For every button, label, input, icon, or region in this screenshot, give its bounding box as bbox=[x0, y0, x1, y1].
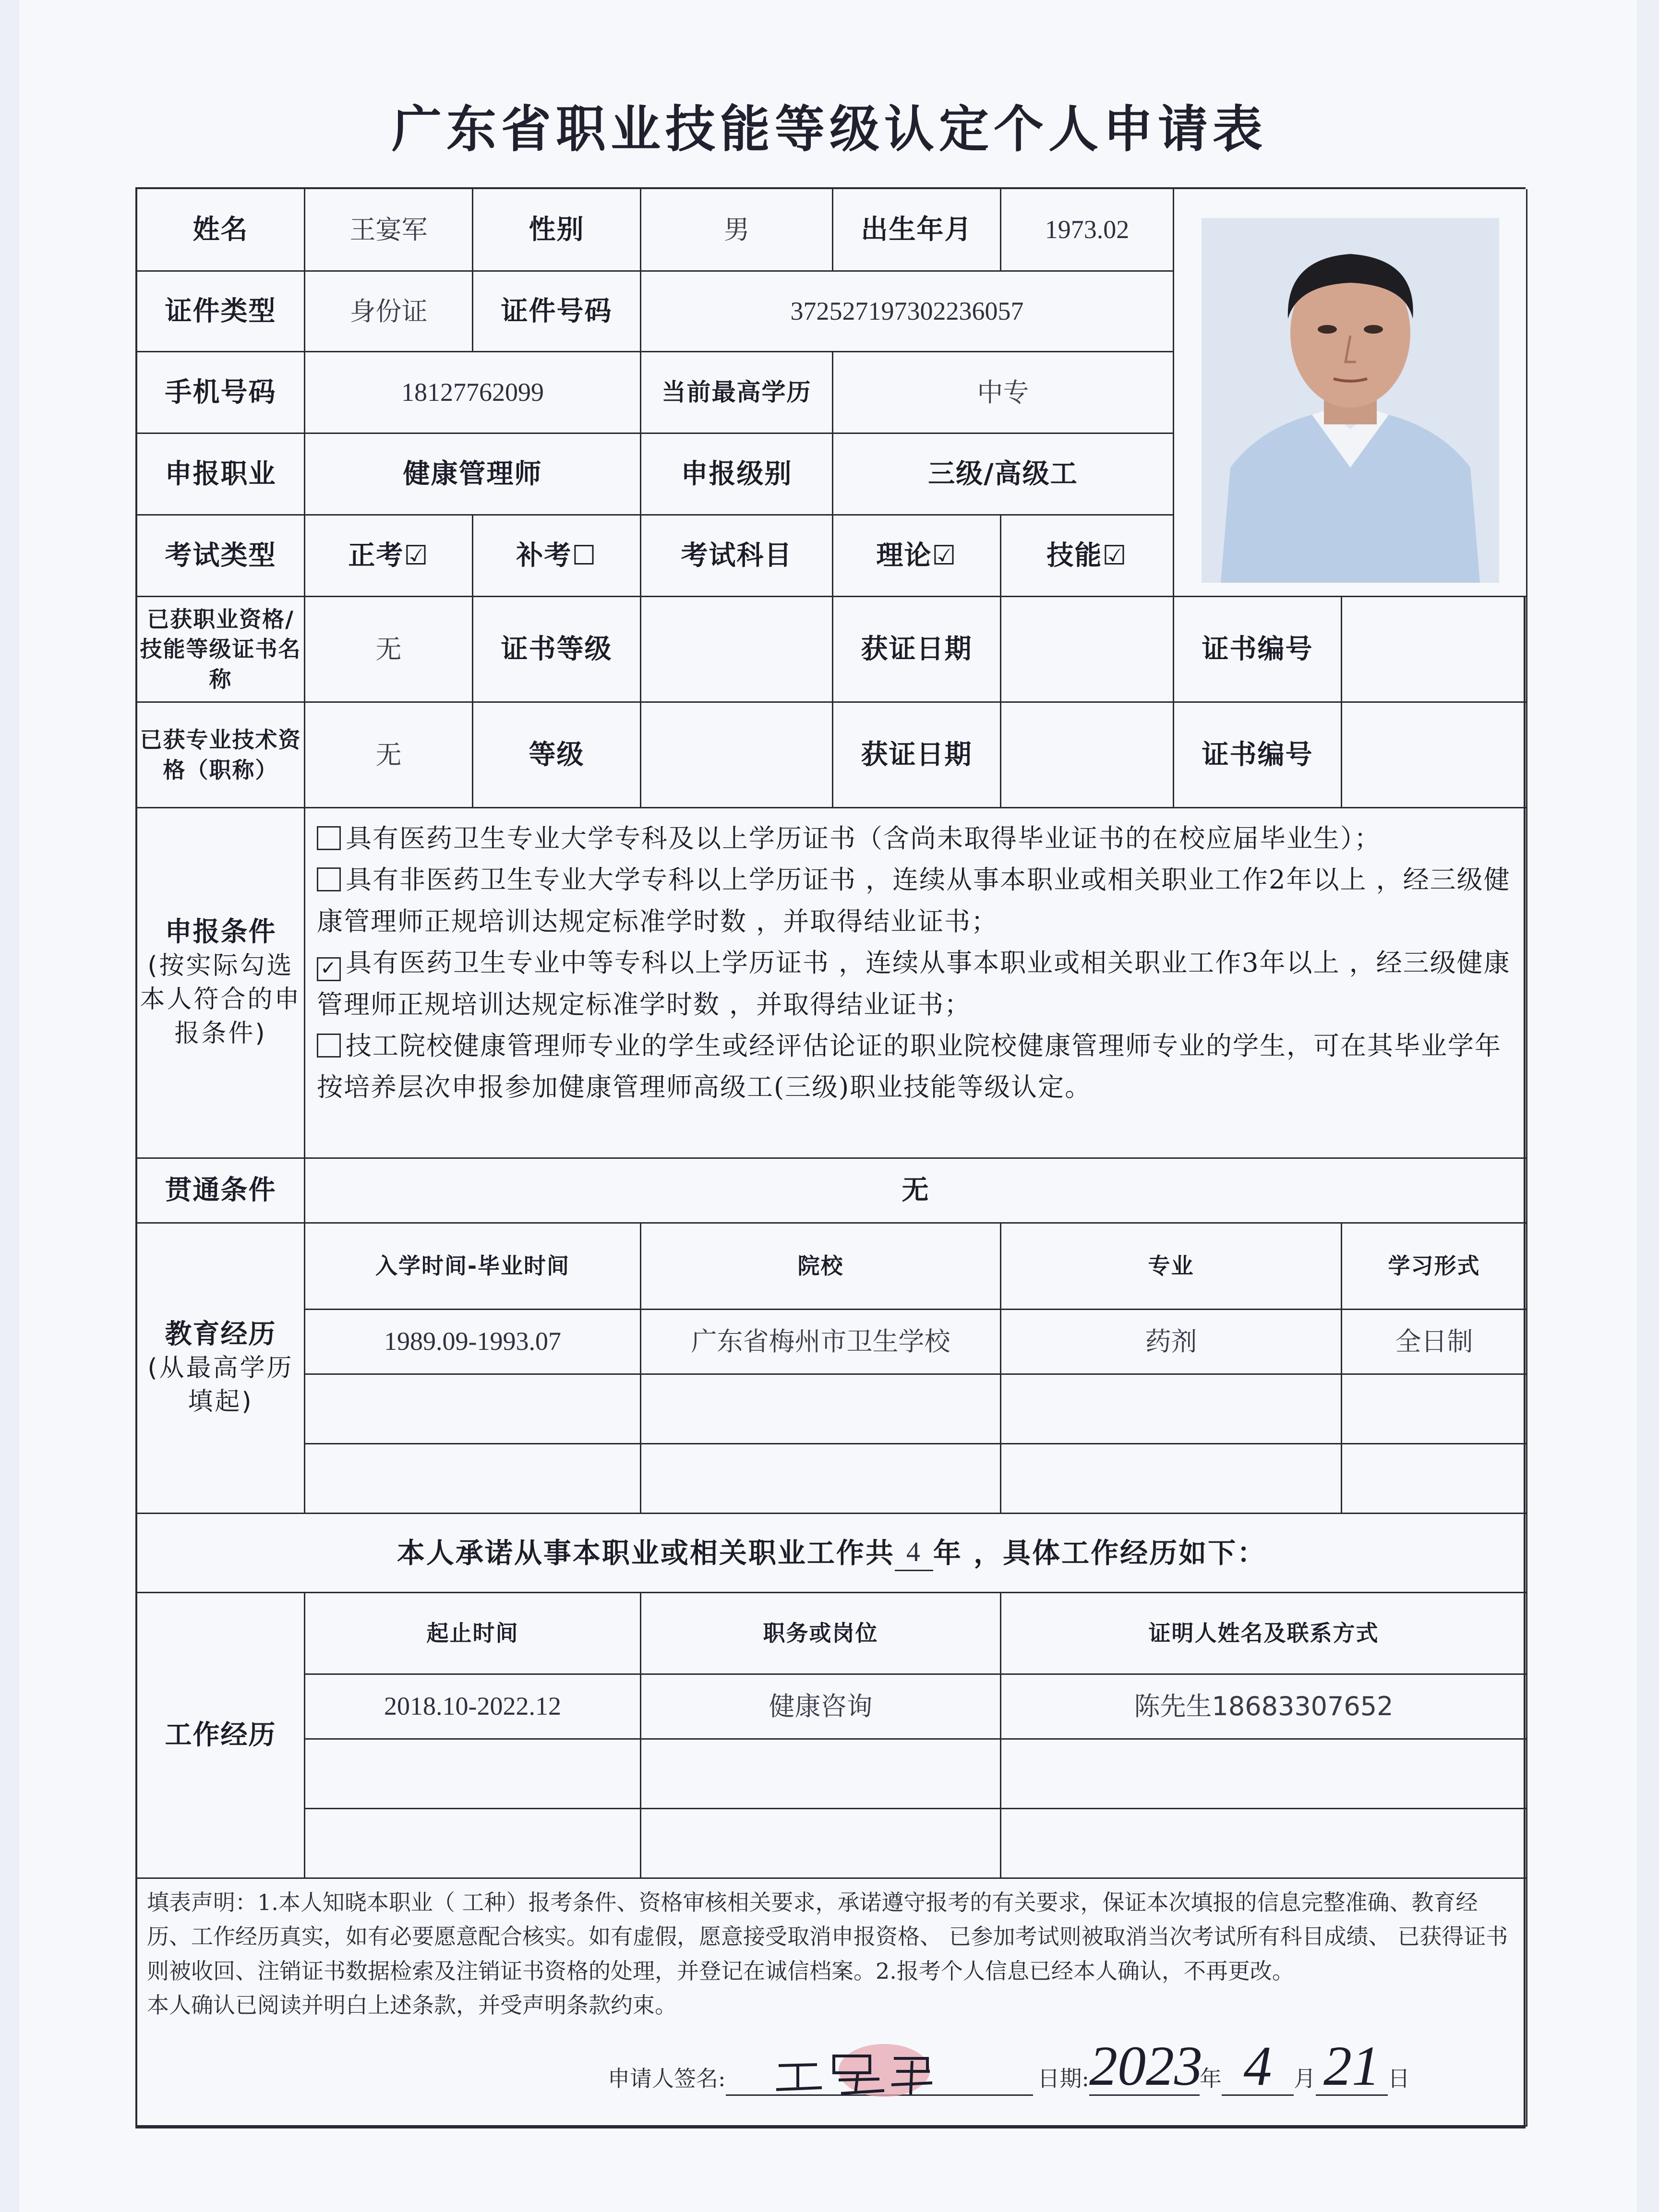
condition-text: 具有医药卫生专业中等专科以上学历证书 ，连续从事本职业或相关职业工作3年以上 ，经三级健康管理师正规培训达规定标准学时数 ，并取得结业证书； bbox=[317, 948, 1511, 1020]
edu-cell-mode bbox=[1342, 1444, 1527, 1514]
subject-theory-option bbox=[833, 516, 1001, 597]
edu-label-cell bbox=[137, 1224, 305, 1514]
id-type-value: 身份证 bbox=[305, 272, 473, 352]
edu-note: (从最高学历填起) bbox=[147, 1353, 294, 1416]
cert-date-value bbox=[1001, 597, 1174, 703]
declaration-confirm: 本人确认已阅读并明白上述条款，并受声明条款约束。 bbox=[147, 1992, 677, 2018]
tech-no-label: 证书编号 bbox=[1174, 703, 1342, 808]
signature-line bbox=[726, 2051, 1033, 2096]
edu-cell-period bbox=[305, 1375, 641, 1444]
condition-text: 具有非医药卫生专业大学专科以上学历证书 ，连续从事本职业或相关职业工作2年以上 ，经三级健康管理师正规培训达规定标准学时数 ，并取得结业证书； bbox=[317, 865, 1511, 937]
date-month-line bbox=[1222, 2034, 1294, 2098]
edu-cell-period bbox=[305, 1444, 641, 1514]
condition-text: 具有医药卫生专业大学专科及以上学历证书（含尚未取得毕业证书的在校应届毕业生）； bbox=[346, 823, 1381, 854]
work-header-period: 起止时间 bbox=[305, 1593, 641, 1675]
conditions-note: (按实际勾选本人符合的申报条件) bbox=[140, 951, 301, 1048]
work-cell-reference: 陈先生18683307652 bbox=[1001, 1675, 1527, 1740]
date-label: 日期: bbox=[1037, 2065, 1089, 2092]
conditions-list bbox=[305, 808, 1527, 1159]
exam-regular-checkbox: ☑ bbox=[404, 540, 429, 571]
pledge-suffix: 年 ，具体工作经历如下： bbox=[933, 1536, 1267, 1569]
condition-checkbox bbox=[317, 826, 341, 850]
date-year: 2023 bbox=[1089, 2034, 1202, 2098]
work-cell-position: 健康咨询 bbox=[641, 1675, 1001, 1740]
condition-item bbox=[317, 818, 1381, 859]
birth-value: 1973.02 bbox=[1001, 189, 1174, 272]
year-unit: 年 bbox=[1200, 2065, 1222, 2092]
cert-date-label: 获证日期 bbox=[833, 597, 1001, 703]
exam-subject-label: 考试科目 bbox=[641, 516, 833, 597]
edu-cell-major bbox=[1001, 1444, 1342, 1514]
work-header-reference: 证明人姓名及联系方式 bbox=[1001, 1593, 1527, 1675]
exam-regular-label: 正考 bbox=[348, 540, 404, 571]
education-label: 当前最高学历 bbox=[641, 352, 833, 434]
gender-value: 男 bbox=[641, 189, 833, 272]
sign-label: 申请人签名: bbox=[608, 2065, 726, 2092]
id-number-label: 证件号码 bbox=[473, 272, 641, 352]
work-cell-reference bbox=[1001, 1809, 1527, 1879]
condition-item bbox=[317, 859, 1515, 942]
applicant-photo bbox=[1174, 189, 1527, 597]
name-label: 姓名 bbox=[137, 189, 305, 272]
exam-makeup-option bbox=[473, 516, 641, 597]
tech-title-label: 已获专业技术资格（职称） bbox=[137, 703, 305, 808]
name-value: 王宴军 bbox=[305, 189, 473, 272]
condition-checkbox: ✓ bbox=[317, 957, 341, 981]
cert-grade-value bbox=[641, 597, 833, 703]
date-month: 4 bbox=[1243, 2034, 1272, 2098]
subject-skill-checkbox: ☑ bbox=[1102, 540, 1128, 571]
condition-checkbox bbox=[317, 867, 341, 891]
qual-cert-label: 已获职业资格/技能等级证书名称 bbox=[137, 597, 305, 703]
work-cell-period bbox=[305, 1740, 641, 1809]
tech-date-value bbox=[1001, 703, 1174, 808]
phone-value: 18127762099 bbox=[305, 352, 641, 434]
declaration bbox=[137, 1879, 1527, 2127]
id-number-value: 372527197302236057 bbox=[641, 272, 1174, 352]
id-type-label: 证件类型 bbox=[137, 272, 305, 352]
month-unit: 月 bbox=[1294, 2065, 1316, 2092]
cert-grade-label: 证书等级 bbox=[473, 597, 641, 703]
cert-no-label: 证书编号 bbox=[1174, 597, 1342, 703]
tech-title-value: 无 bbox=[305, 703, 473, 808]
date-day: 21 bbox=[1323, 2034, 1380, 2098]
phone-label: 手机号码 bbox=[137, 352, 305, 434]
work-cell-position bbox=[641, 1740, 1001, 1809]
condition-item bbox=[317, 1025, 1515, 1108]
signature-image bbox=[726, 2037, 1033, 2099]
edu-header-major: 专业 bbox=[1001, 1224, 1342, 1310]
birth-label: 出生年月 bbox=[833, 189, 1001, 272]
edu-cell-period: 1989.09-1993.07 bbox=[305, 1310, 641, 1375]
edu-label: 教育经历 bbox=[165, 1318, 276, 1350]
occupation-label: 申报职业 bbox=[137, 434, 305, 516]
work-header-position: 职务或岗位 bbox=[641, 1593, 1001, 1675]
gender-label: 性别 bbox=[473, 189, 641, 272]
tech-grade-label: 等级 bbox=[473, 703, 641, 808]
edu-cell-mode bbox=[1342, 1375, 1527, 1444]
occupation-value: 健康管理师 bbox=[305, 434, 641, 516]
qual-cert-value: 无 bbox=[305, 597, 473, 703]
through-value: 无 bbox=[305, 1159, 1527, 1224]
exam-type-label: 考试类型 bbox=[137, 516, 305, 597]
portrait-image bbox=[1202, 218, 1499, 583]
level-label: 申报级别 bbox=[641, 434, 833, 516]
work-cell-position bbox=[641, 1809, 1001, 1879]
work-cell-period bbox=[305, 1809, 641, 1879]
work-label: 工作经历 bbox=[137, 1593, 305, 1879]
tech-grade-value bbox=[641, 703, 833, 808]
exam-makeup-checkbox: ☐ bbox=[572, 540, 597, 571]
signature-row bbox=[147, 2034, 1516, 2098]
form-grid bbox=[135, 187, 1526, 2128]
condition-checkbox bbox=[317, 1034, 341, 1058]
edu-header-mode: 学习形式 bbox=[1342, 1224, 1527, 1310]
edu-cell-school bbox=[641, 1375, 1001, 1444]
pledge-prefix: 本人承诺从事本职业或相关职业工作共 bbox=[397, 1536, 895, 1569]
level-value: 三级/高级工 bbox=[833, 434, 1174, 516]
education-value: 中专 bbox=[833, 352, 1174, 434]
cert-no-value bbox=[1342, 597, 1527, 703]
conditions-label: 申报条件 bbox=[165, 916, 276, 948]
exam-makeup-label: 补考 bbox=[516, 540, 572, 571]
edu-cell-mode: 全日制 bbox=[1342, 1310, 1527, 1375]
subject-theory-label: 理论 bbox=[876, 540, 932, 571]
subject-skill-label: 技能 bbox=[1046, 540, 1103, 571]
edu-cell-major bbox=[1001, 1375, 1342, 1444]
subject-skill-option bbox=[1001, 516, 1174, 597]
edu-cell-major: 药剂 bbox=[1001, 1310, 1342, 1375]
date-day-line bbox=[1316, 2034, 1388, 2098]
tech-date-label: 获证日期 bbox=[833, 703, 1001, 808]
subject-theory-checkbox: ☑ bbox=[932, 540, 957, 571]
condition-text: 技工院校健康管理师专业的学生或经评估论证的职业院校健康管理师专业的学生，可在其毕业学年按培养层次申报参加健康管理师高级工(三级)职业技能等级认定。 bbox=[317, 1030, 1502, 1103]
tech-no-value bbox=[1342, 703, 1527, 808]
form-title: 广东省职业技能等级认定个人申请表 bbox=[391, 99, 1267, 158]
declaration-text: 填表声明：1.本人知晓本职业（ 工种）报考条件、资格审核相关要求，承诺遵守报考的有关要求，保证本次填报的信息完整准确、教育经历、工作经历真实，如有必要愿意配合核实。如有虚假，愿意接受取消申报资格、 已参加考试则被取消当次考试所有科目成绩、 已获得证书则被收回、注销证书数据检索及注销证书资格的处理，并登记在诚信档案。2.报考个人信息已经本人确认，不再更改。 bbox=[147, 1889, 1508, 1984]
edu-header-period: 入学时间-毕业时间 bbox=[305, 1224, 641, 1310]
work-cell-period: 2018.10-2022.12 bbox=[305, 1675, 641, 1740]
day-unit: 日 bbox=[1388, 2065, 1410, 2092]
edu-cell-school bbox=[641, 1444, 1001, 1514]
portrait-drawing bbox=[1202, 218, 1499, 583]
work-cell-reference bbox=[1001, 1740, 1527, 1809]
edu-cell-school: 广东省梅州市卫生学校 bbox=[641, 1310, 1001, 1375]
pledge-years: 4 bbox=[895, 1535, 933, 1571]
condition-item bbox=[317, 942, 1515, 1025]
conditions-label-cell bbox=[137, 808, 305, 1159]
edu-header-school: 院校 bbox=[641, 1224, 1001, 1310]
through-label: 贯通条件 bbox=[137, 1159, 305, 1224]
exam-regular-option bbox=[305, 516, 473, 597]
work-pledge bbox=[137, 1514, 1527, 1593]
application-form bbox=[135, 187, 1526, 2129]
date-year-line bbox=[1089, 2034, 1202, 2098]
